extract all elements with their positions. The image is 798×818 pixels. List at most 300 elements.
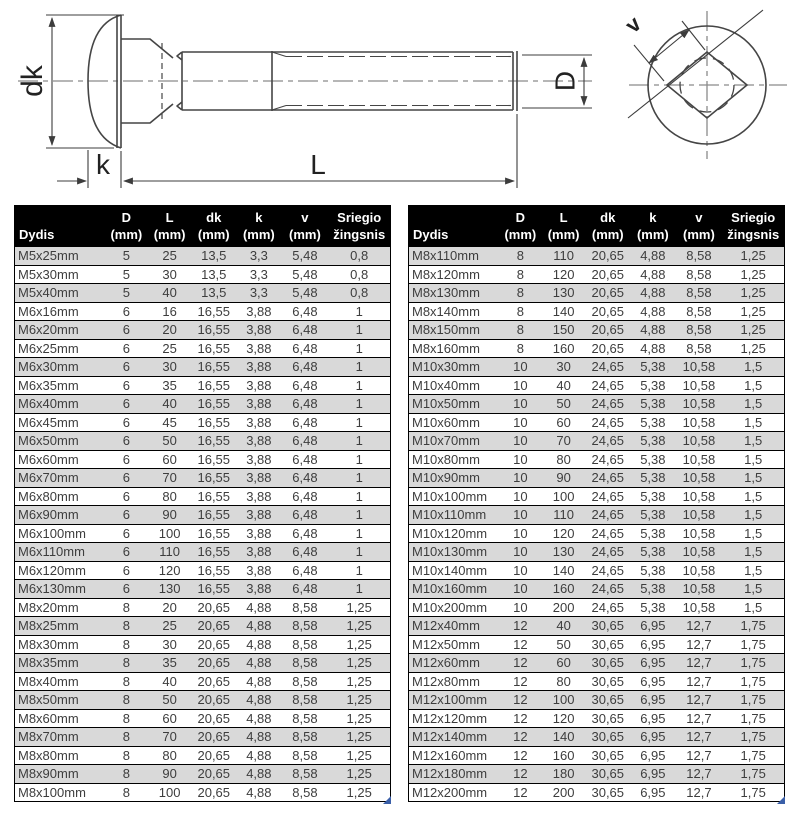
value-cell: 6,48 — [281, 543, 328, 562]
value-cell: 8 — [105, 617, 148, 636]
value-cell: 8 — [105, 728, 148, 747]
value-cell: 1,25 — [328, 783, 390, 802]
value-cell: 16,55 — [191, 358, 236, 377]
value-cell: 24,65 — [585, 561, 630, 580]
value-cell: 1,25 — [328, 672, 390, 691]
value-cell: 8,58 — [281, 672, 328, 691]
size-cell: M12x40mm — [409, 617, 499, 636]
value-cell: 30,65 — [585, 765, 630, 784]
value-cell: 8 — [499, 321, 542, 340]
table-row — [15, 302, 391, 321]
table-row — [409, 580, 785, 599]
value-cell: 120 — [542, 265, 585, 284]
size-cell: M10x120mm — [409, 524, 499, 543]
value-cell: 1,25 — [328, 746, 390, 765]
value-cell: 3,88 — [236, 376, 281, 395]
size-cell: M10x200mm — [409, 598, 499, 617]
value-cell: 30,65 — [585, 783, 630, 802]
value-cell: 6,48 — [281, 395, 328, 414]
value-cell: 12,7 — [675, 765, 722, 784]
value-cell: 20,65 — [585, 339, 630, 358]
table-row — [15, 617, 391, 636]
value-cell: 8 — [105, 709, 148, 728]
value-cell: 100 — [542, 691, 585, 710]
value-cell: 6 — [105, 450, 148, 469]
value-cell: 5,38 — [630, 506, 675, 525]
value-cell: 180 — [542, 765, 585, 784]
table-row — [409, 413, 785, 432]
value-cell: 4,88 — [630, 247, 675, 266]
value-cell: 24,65 — [585, 543, 630, 562]
value-cell: 12 — [499, 783, 542, 802]
table-row — [15, 432, 391, 451]
value-cell: 4,88 — [236, 765, 281, 784]
v-dimension-group — [628, 10, 763, 118]
value-cell: 20,65 — [191, 654, 236, 673]
value-cell: 30 — [148, 358, 191, 377]
value-cell: 6,48 — [281, 450, 328, 469]
value-cell: 160 — [542, 746, 585, 765]
value-cell: 1,25 — [722, 302, 784, 321]
table-row — [409, 617, 785, 636]
value-cell: 25 — [148, 617, 191, 636]
value-cell: 5,38 — [630, 376, 675, 395]
value-cell: 8,58 — [281, 728, 328, 747]
value-cell: 6 — [105, 413, 148, 432]
value-cell: 5,38 — [630, 524, 675, 543]
size-cell: M6x50mm — [15, 432, 105, 451]
table-row — [409, 691, 785, 710]
value-cell: 16,55 — [191, 580, 236, 599]
size-cell: M10x160mm — [409, 580, 499, 599]
size-cell: M8x60mm — [15, 709, 105, 728]
value-cell: 10 — [499, 395, 542, 414]
value-cell: 16,55 — [191, 321, 236, 340]
table-resize-handle — [777, 796, 785, 804]
value-cell: 20,65 — [585, 265, 630, 284]
value-cell: 100 — [148, 524, 191, 543]
value-cell: 4,88 — [236, 635, 281, 654]
value-cell: 8 — [105, 635, 148, 654]
value-cell: 13,5 — [191, 247, 236, 266]
value-cell: 8,58 — [281, 746, 328, 765]
bolt-technical-drawing — [0, 0, 798, 200]
value-cell: 30,65 — [585, 654, 630, 673]
value-cell: 6,95 — [630, 617, 675, 636]
value-cell: 1 — [328, 376, 390, 395]
table-row — [15, 413, 391, 432]
value-cell: 20,65 — [585, 321, 630, 340]
value-cell: 1 — [328, 506, 390, 525]
size-cell: M6x80mm — [15, 487, 105, 506]
value-cell: 6,48 — [281, 358, 328, 377]
value-cell: 1,75 — [722, 728, 784, 747]
table-row — [409, 783, 785, 802]
table-row — [409, 598, 785, 617]
column-header-v: v (mm) — [281, 206, 328, 247]
size-cell: M12x50mm — [409, 635, 499, 654]
value-cell: 10 — [499, 450, 542, 469]
value-cell: 10 — [499, 413, 542, 432]
value-cell: 40 — [148, 395, 191, 414]
table-row — [15, 728, 391, 747]
size-cell: M8x130mm — [409, 284, 499, 303]
table-row — [409, 358, 785, 377]
value-cell: 16,55 — [191, 339, 236, 358]
size-cell: M6x16mm — [15, 302, 105, 321]
value-cell: 200 — [542, 598, 585, 617]
value-cell: 3,88 — [236, 543, 281, 562]
bolt-size-table-right-wrap — [408, 205, 785, 802]
size-cell: M8x160mm — [409, 339, 499, 358]
value-cell: 20 — [148, 321, 191, 340]
bolt-neck-bottom — [121, 104, 173, 123]
value-cell: 1,25 — [328, 654, 390, 673]
value-cell: 130 — [542, 284, 585, 303]
dim-label-dk: dk — [15, 65, 49, 97]
value-cell: 6 — [105, 580, 148, 599]
value-cell: 20,65 — [585, 247, 630, 266]
value-cell: 16,55 — [191, 450, 236, 469]
value-cell: 20,65 — [585, 302, 630, 321]
value-cell: 24,65 — [585, 580, 630, 599]
value-cell: 3,88 — [236, 487, 281, 506]
value-cell: 3,3 — [236, 284, 281, 303]
size-cell: M8x50mm — [15, 691, 105, 710]
value-cell: 70 — [542, 432, 585, 451]
value-cell: 30,65 — [585, 691, 630, 710]
table-row — [15, 654, 391, 673]
value-cell: 1,5 — [722, 506, 784, 525]
size-cell: M5x40mm — [15, 284, 105, 303]
value-cell: 6 — [105, 395, 148, 414]
value-cell: 30 — [542, 358, 585, 377]
table-row — [15, 395, 391, 414]
value-cell: 10,58 — [675, 432, 722, 451]
table-row — [409, 524, 785, 543]
value-cell: 1,5 — [722, 358, 784, 377]
value-cell: 100 — [542, 487, 585, 506]
value-cell: 12,7 — [675, 672, 722, 691]
value-cell: 6 — [105, 561, 148, 580]
size-cell: M8x140mm — [409, 302, 499, 321]
column-header-v: v (mm) — [675, 206, 722, 247]
value-cell: 1,25 — [328, 765, 390, 784]
value-cell: 50 — [148, 432, 191, 451]
table-row — [409, 746, 785, 765]
value-cell: 1,5 — [722, 561, 784, 580]
value-cell: 6,48 — [281, 487, 328, 506]
size-cell: M6x120mm — [15, 561, 105, 580]
value-cell: 4,88 — [630, 339, 675, 358]
value-cell: 13,5 — [191, 265, 236, 284]
value-cell: 4,88 — [236, 672, 281, 691]
value-cell: 1,5 — [722, 395, 784, 414]
table-row — [15, 765, 391, 784]
size-cell: M6x35mm — [15, 376, 105, 395]
table-row — [15, 635, 391, 654]
value-cell: 1 — [328, 469, 390, 488]
value-cell: 120 — [542, 709, 585, 728]
value-cell: 12 — [499, 654, 542, 673]
value-cell: 140 — [542, 561, 585, 580]
table-row — [409, 376, 785, 395]
value-cell: 1 — [328, 321, 390, 340]
value-cell: 5,38 — [630, 543, 675, 562]
value-cell: 12,7 — [675, 783, 722, 802]
value-cell: 130 — [542, 543, 585, 562]
value-cell: 20,65 — [191, 765, 236, 784]
size-cell: M12x60mm — [409, 654, 499, 673]
table-row — [409, 339, 785, 358]
value-cell: 3,88 — [236, 413, 281, 432]
value-cell: 10,58 — [675, 598, 722, 617]
dim-label-L: L — [310, 149, 326, 180]
value-cell: 80 — [148, 487, 191, 506]
value-cell: 5,38 — [630, 561, 675, 580]
value-cell: 12 — [499, 635, 542, 654]
table-row — [15, 376, 391, 395]
table-row — [15, 598, 391, 617]
size-cell: M10x70mm — [409, 432, 499, 451]
value-cell: 20 — [148, 598, 191, 617]
value-cell: 10 — [499, 524, 542, 543]
value-cell: 1 — [328, 543, 390, 562]
value-cell: 40 — [542, 617, 585, 636]
value-cell: 90 — [148, 765, 191, 784]
value-cell: 8 — [499, 265, 542, 284]
table-row — [15, 506, 391, 525]
value-cell: 6 — [105, 469, 148, 488]
size-cell: M10x90mm — [409, 469, 499, 488]
value-cell: 25 — [148, 339, 191, 358]
size-cell: M8x120mm — [409, 265, 499, 284]
value-cell: 1,75 — [722, 765, 784, 784]
value-cell: 120 — [148, 561, 191, 580]
value-cell: 10,58 — [675, 450, 722, 469]
value-cell: 1,5 — [722, 487, 784, 506]
size-cell: M12x140mm — [409, 728, 499, 747]
value-cell: 3,88 — [236, 580, 281, 599]
size-cell: M5x25mm — [15, 247, 105, 266]
value-cell: 24,65 — [585, 506, 630, 525]
table-row — [409, 469, 785, 488]
value-cell: 35 — [148, 654, 191, 673]
dim-label-v: v — [620, 11, 646, 38]
value-cell: 5,48 — [281, 265, 328, 284]
table-row — [409, 265, 785, 284]
size-cell: M12x120mm — [409, 709, 499, 728]
value-cell: 1,5 — [722, 469, 784, 488]
value-cell: 6 — [105, 339, 148, 358]
column-header-sriegio: Sriegio žingsnis — [722, 206, 784, 247]
value-cell: 12 — [499, 709, 542, 728]
table-row — [15, 783, 391, 802]
value-cell: 1,5 — [722, 432, 784, 451]
value-cell: 6,95 — [630, 672, 675, 691]
value-cell: 1,5 — [722, 598, 784, 617]
table-row — [409, 709, 785, 728]
value-cell: 10 — [499, 580, 542, 599]
value-cell: 40 — [542, 376, 585, 395]
value-cell: 8 — [499, 302, 542, 321]
value-cell: 1,75 — [722, 783, 784, 802]
value-cell: 1 — [328, 524, 390, 543]
table-row — [409, 672, 785, 691]
value-cell: 4,88 — [630, 265, 675, 284]
value-cell: 3,88 — [236, 302, 281, 321]
table-resize-handle — [383, 796, 391, 804]
value-cell: 12,7 — [675, 654, 722, 673]
value-cell: 8,58 — [281, 598, 328, 617]
column-header-dk: dk (mm) — [191, 206, 236, 247]
v-dimension-line — [649, 30, 689, 63]
value-cell: 8 — [499, 247, 542, 266]
value-cell: 0,8 — [328, 265, 390, 284]
value-cell: 12 — [499, 746, 542, 765]
table-row — [15, 580, 391, 599]
size-cell: M5x30mm — [15, 265, 105, 284]
value-cell: 16 — [148, 302, 191, 321]
value-cell: 3,88 — [236, 339, 281, 358]
column-header-dydis: Dydis — [409, 206, 499, 247]
value-cell: 3,88 — [236, 561, 281, 580]
value-cell: 24,65 — [585, 376, 630, 395]
value-cell: 30,65 — [585, 635, 630, 654]
value-cell: 8,58 — [281, 691, 328, 710]
value-cell: 8,58 — [675, 321, 722, 340]
value-cell: 0,8 — [328, 247, 390, 266]
value-cell: 12,7 — [675, 635, 722, 654]
value-cell: 8 — [105, 783, 148, 802]
header-row — [15, 206, 391, 247]
value-cell: 3,88 — [236, 358, 281, 377]
size-cell: M6x60mm — [15, 450, 105, 469]
value-cell: 12,7 — [675, 617, 722, 636]
value-cell: 6 — [105, 376, 148, 395]
size-cell: M6x130mm — [15, 580, 105, 599]
value-cell: 16,55 — [191, 413, 236, 432]
value-cell: 6,95 — [630, 635, 675, 654]
table-row — [15, 746, 391, 765]
value-cell: 4,88 — [236, 654, 281, 673]
value-cell: 50 — [542, 635, 585, 654]
table-row — [409, 450, 785, 469]
value-cell: 110 — [148, 543, 191, 562]
value-cell: 4,88 — [236, 709, 281, 728]
value-cell: 8 — [499, 339, 542, 358]
value-cell: 16,55 — [191, 432, 236, 451]
value-cell: 6,48 — [281, 302, 328, 321]
value-cell: 80 — [542, 450, 585, 469]
size-cell: M8x20mm — [15, 598, 105, 617]
value-cell: 0,8 — [328, 284, 390, 303]
value-cell: 50 — [542, 395, 585, 414]
value-cell: 6,48 — [281, 376, 328, 395]
table-row — [15, 358, 391, 377]
table-row — [409, 728, 785, 747]
value-cell: 30,65 — [585, 709, 630, 728]
size-cell: M6x110mm — [15, 543, 105, 562]
value-cell: 6 — [105, 487, 148, 506]
value-cell: 8,58 — [675, 265, 722, 284]
value-cell: 30,65 — [585, 672, 630, 691]
value-cell: 8 — [105, 746, 148, 765]
value-cell: 20,65 — [191, 728, 236, 747]
value-cell: 1,75 — [722, 691, 784, 710]
value-cell: 10,58 — [675, 487, 722, 506]
value-cell: 12 — [499, 691, 542, 710]
table-row — [409, 432, 785, 451]
bolt-size-table-left-wrap — [14, 205, 391, 802]
value-cell: 1,25 — [722, 265, 784, 284]
value-cell: 5 — [105, 284, 148, 303]
table-row — [409, 284, 785, 303]
spec-tables — [0, 200, 798, 802]
value-cell: 4,88 — [236, 783, 281, 802]
value-cell: 24,65 — [585, 469, 630, 488]
value-cell: 6,95 — [630, 783, 675, 802]
column-header-l: L (mm) — [148, 206, 191, 247]
value-cell: 6,95 — [630, 765, 675, 784]
value-cell: 4,88 — [236, 598, 281, 617]
value-cell: 90 — [148, 506, 191, 525]
table-row — [15, 709, 391, 728]
size-cell: M12x100mm — [409, 691, 499, 710]
value-cell: 6 — [105, 321, 148, 340]
bolt-neck-top — [121, 39, 173, 58]
value-cell: 10,58 — [675, 395, 722, 414]
value-cell: 6,48 — [281, 413, 328, 432]
value-cell: 5 — [105, 265, 148, 284]
value-cell: 120 — [542, 524, 585, 543]
value-cell: 24,65 — [585, 358, 630, 377]
size-cell: M8x110mm — [409, 247, 499, 266]
value-cell: 10,58 — [675, 543, 722, 562]
value-cell: 10 — [499, 358, 542, 377]
value-cell: 6 — [105, 358, 148, 377]
table-row — [409, 635, 785, 654]
value-cell: 140 — [542, 728, 585, 747]
value-cell: 1,5 — [722, 524, 784, 543]
table-row — [15, 321, 391, 340]
value-cell: 3,88 — [236, 469, 281, 488]
size-cell: M8x70mm — [15, 728, 105, 747]
value-cell: 8,58 — [675, 339, 722, 358]
table-row — [409, 395, 785, 414]
value-cell: 16,55 — [191, 487, 236, 506]
value-cell: 100 — [148, 783, 191, 802]
value-cell: 1,5 — [722, 543, 784, 562]
value-cell: 6,95 — [630, 709, 675, 728]
table-row — [409, 302, 785, 321]
size-cell: M8x25mm — [15, 617, 105, 636]
table-row — [409, 654, 785, 673]
value-cell: 60 — [148, 709, 191, 728]
table-row — [409, 543, 785, 562]
value-cell: 24,65 — [585, 413, 630, 432]
column-header-l: L (mm) — [542, 206, 585, 247]
value-cell: 3,88 — [236, 432, 281, 451]
size-cell: M8x80mm — [15, 746, 105, 765]
value-cell: 45 — [148, 413, 191, 432]
value-cell: 10 — [499, 376, 542, 395]
value-cell: 80 — [542, 672, 585, 691]
value-cell: 1 — [328, 561, 390, 580]
value-cell: 8,58 — [675, 247, 722, 266]
value-cell: 6,95 — [630, 746, 675, 765]
value-cell: 3,3 — [236, 247, 281, 266]
